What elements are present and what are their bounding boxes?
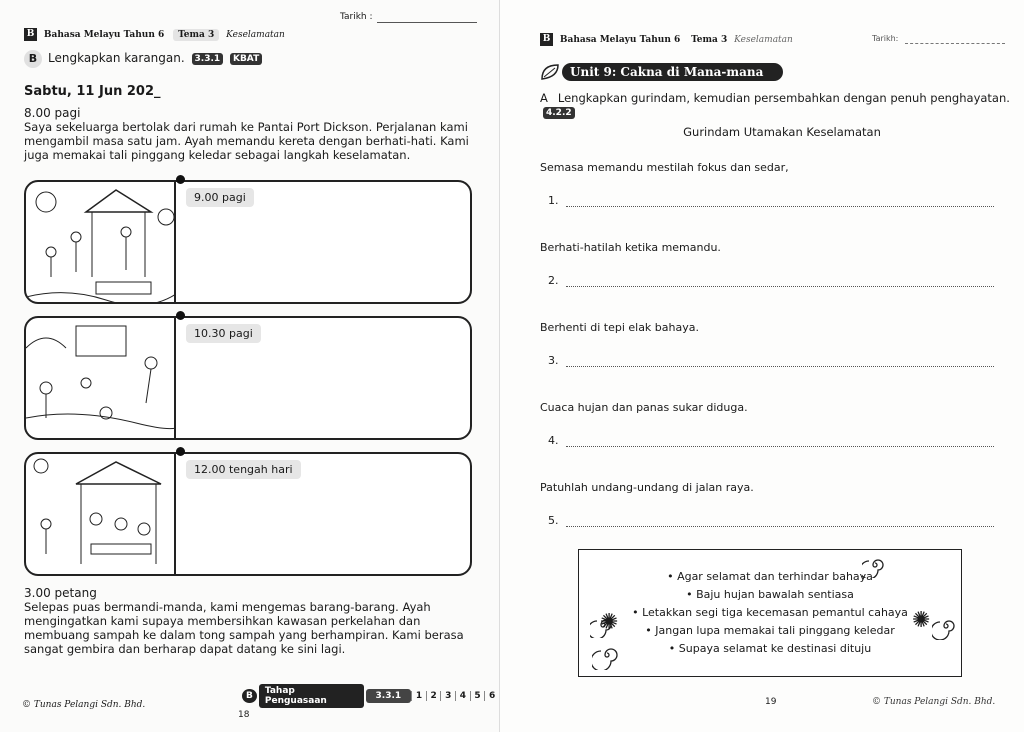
date-field[interactable] bbox=[872, 34, 1005, 44]
pin-icon bbox=[176, 447, 185, 456]
swirl-icon bbox=[862, 552, 888, 582]
ending-time: 3.00 petang bbox=[24, 586, 97, 600]
date-label: Tarikh : bbox=[340, 12, 373, 22]
unit-leaf-icon bbox=[540, 63, 562, 85]
panel-time: 10.30 pagi bbox=[186, 324, 261, 343]
beach-illustration bbox=[26, 318, 176, 438]
book-title: Bahasa Melayu Tahun 6 bbox=[43, 30, 165, 40]
mastery-code: 3.3.1 bbox=[366, 689, 412, 703]
answer-number: 5. bbox=[548, 514, 559, 527]
pin-icon bbox=[176, 311, 185, 320]
mastery-level-bar bbox=[242, 684, 499, 708]
essay-date: Sabtu, 11 Jun 202_ bbox=[24, 84, 161, 99]
options-list bbox=[579, 568, 961, 658]
skill-code-badge: 4.2.2 bbox=[543, 107, 575, 119]
panel-time: 12.00 tengah hari bbox=[186, 460, 301, 479]
answer-number: 3. bbox=[548, 354, 559, 367]
page-number: 18 bbox=[238, 710, 250, 720]
answer-number: 4. bbox=[548, 434, 559, 447]
swirl-icon bbox=[932, 612, 960, 644]
left-page bbox=[0, 0, 500, 732]
ending-paragraph: Selepas puas bermandi-manda, kami mengemas barang-barang. Ayah mengingatkan kami supaya membersihkan kawasan perkelahan dan membuang sampah ke dalam tong sampah yang berhampiran. Kami berasa sangat gembira dan berharap dapat datang ke sini lagi. bbox=[24, 600, 464, 656]
poem-title: Gurindam Utamakan Keselamatan bbox=[683, 125, 881, 139]
option-item: • Jangan lupa memakai tali pinggang keledar bbox=[579, 622, 961, 640]
page-header bbox=[540, 33, 793, 46]
date-line[interactable] bbox=[905, 34, 1005, 44]
section-heading bbox=[24, 50, 262, 68]
poem-line: Berhenti di tepi elak bahaya. bbox=[540, 321, 699, 334]
unit-title: Unit 9: Cakna di Mana-mana bbox=[562, 63, 783, 81]
section-instruction: Lengkapkan karangan. bbox=[48, 51, 185, 65]
answer-line[interactable] bbox=[566, 526, 994, 527]
story-panel-3 bbox=[24, 452, 472, 576]
story-panel-1 bbox=[24, 180, 472, 304]
mastery-level[interactable]: 5 bbox=[470, 691, 485, 701]
poem-line: Patuhlah undang-undang di jalan raya. bbox=[540, 481, 754, 494]
date-line[interactable] bbox=[377, 12, 477, 23]
date-label: Tarikh: bbox=[872, 34, 899, 43]
answer-options-box bbox=[578, 549, 962, 677]
kbat-badge: KBAT bbox=[230, 53, 262, 65]
answer-number: 1. bbox=[548, 194, 559, 207]
answer-line[interactable] bbox=[566, 286, 994, 287]
answer-line[interactable] bbox=[566, 446, 994, 447]
theme-label: Tema 3 bbox=[691, 35, 728, 45]
option-item: • Letakkan segi tiga kecemasan pemantul cahaya bbox=[579, 604, 961, 622]
page-number: 19 bbox=[765, 697, 777, 707]
mastery-level[interactable]: 3 bbox=[440, 691, 455, 701]
pin-icon bbox=[176, 175, 185, 184]
intro-time: 8.00 pagi bbox=[24, 106, 81, 120]
publisher-credit: © Tunas Pelangi Sdn. Bhd. bbox=[872, 697, 996, 707]
section-letter: A bbox=[540, 91, 548, 105]
mastery-prefix: B bbox=[242, 689, 257, 703]
panel-time: 9.00 pagi bbox=[186, 188, 254, 207]
publisher-credit: © Tunas Pelangi Sdn. Bhd. bbox=[22, 700, 146, 710]
mastery-level[interactable]: 6 bbox=[484, 691, 499, 701]
option-item: • Agar selamat dan terhindar bahaya bbox=[579, 568, 961, 586]
mastery-label: Tahap Penguasaan bbox=[259, 684, 364, 708]
theme-subtitle: Keselamatan bbox=[226, 30, 285, 40]
page-header bbox=[24, 28, 285, 41]
answer-line[interactable] bbox=[566, 366, 994, 367]
book-title: Bahasa Melayu Tahun 6 bbox=[559, 35, 681, 45]
option-item: • Supaya selamat ke destinasi dituju bbox=[579, 640, 961, 658]
mastery-level[interactable]: 2 bbox=[426, 691, 441, 701]
section-heading bbox=[540, 91, 1024, 119]
skill-code-badge: 3.3.1 bbox=[192, 53, 224, 65]
story-panel-2 bbox=[24, 316, 472, 440]
option-item: • Baju hujan bawalah sentiasa bbox=[579, 586, 961, 604]
section-instruction: Lengkapkan gurindam, kemudian persembahkan dengan penuh penghayatan. bbox=[557, 91, 1010, 105]
lunch-illustration bbox=[26, 454, 176, 574]
answer-line[interactable] bbox=[566, 206, 994, 207]
intro-paragraph: Saya sekeluarga bertolak dari rumah ke Pantai Port Dickson. Perjalanan kami mengambil masa satu jam. Ayah memandu kereta dengan berhati-hati. Kami juga memakai tali pinggang keledar sebagai langkah keselamatan. bbox=[24, 120, 469, 162]
book-logo-icon: B bbox=[24, 28, 37, 41]
poem-line: Cuaca hujan dan panas sukar diduga. bbox=[540, 401, 748, 414]
poem-line: Semasa memandu mestilah fokus dan sedar, bbox=[540, 161, 789, 174]
theme-subtitle: Keselamatan bbox=[734, 35, 793, 45]
picnic-illustration bbox=[26, 182, 176, 302]
section-letter: B bbox=[24, 50, 42, 68]
sparkle-icon: ✺ bbox=[912, 608, 931, 633]
mastery-level[interactable]: 4 bbox=[455, 691, 470, 701]
sparkle-icon: ✺ bbox=[600, 610, 619, 635]
poem-line: Berhati-hatilah ketika memandu. bbox=[540, 241, 721, 254]
mastery-level[interactable]: 1 bbox=[411, 691, 426, 701]
book-logo-icon: B bbox=[540, 33, 553, 46]
swirl-icon bbox=[592, 640, 622, 674]
theme-label: Tema 3 bbox=[173, 29, 219, 41]
date-field[interactable] bbox=[340, 12, 477, 23]
answer-number: 2. bbox=[548, 274, 559, 287]
